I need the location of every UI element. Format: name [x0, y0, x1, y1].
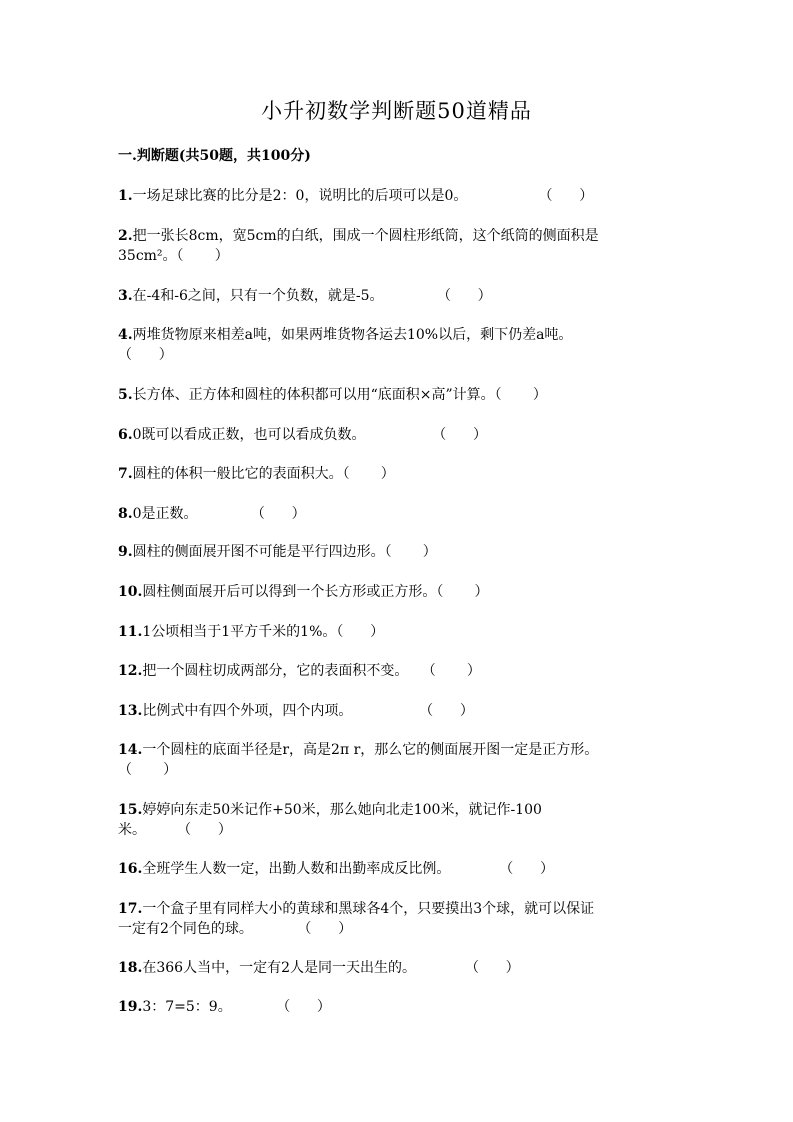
question-text: 圆柱侧面展开后可以得到一个长方形或正方形。（ ）: [142, 584, 489, 600]
question-number: 15.: [118, 802, 143, 818]
question-number: 11.: [118, 624, 143, 640]
question-number: 19.: [118, 999, 143, 1015]
question-1: [118, 186, 683, 206]
question-number: 8.: [118, 506, 133, 522]
question-18: [118, 958, 683, 978]
question-number: 1.: [118, 188, 133, 204]
question-14: [118, 740, 683, 780]
question-number: 9.: [118, 544, 133, 560]
question-text: 把一个圆柱切成两部分，它的表面积不变。 （ ）: [142, 663, 481, 679]
question-number: 17.: [118, 901, 143, 917]
question-text: 1公顷相当于1平方千米的1%。（ ）: [142, 624, 385, 640]
question-15: [118, 800, 683, 840]
question-number: 13.: [118, 703, 143, 719]
question-number: 4.: [118, 327, 133, 343]
question-text: 圆柱的体积一般比它的表面积大。（ ）: [132, 466, 395, 482]
question-10: [118, 582, 683, 602]
question-11: [118, 622, 683, 642]
question-text: 把一张长8cm，宽5cm的白纸，围成一个圆柱形纸筒，这个纸筒的侧面积是 35cm²。（ ）: [118, 228, 599, 264]
question-2: [118, 226, 683, 266]
question-12: [118, 661, 683, 681]
question-text: 3：7=5：9。 （ ）: [142, 999, 331, 1015]
question-text: 比例式中有四个外项，四个内项。 （ ）: [142, 703, 474, 719]
question-text: 婷婷向东走50米记作+50米，那么她向北走100米，就记作-100 米。 （ ）: [118, 802, 542, 838]
question-text: 两堆货物原来相差a吨，如果两堆货物各运去10%以后，剩下仍差a吨。 （ ）: [118, 327, 573, 363]
section-heading: 一.判断题(共50题，共100分): [118, 148, 311, 164]
question-19: [118, 997, 683, 1017]
question-number: 2.: [118, 228, 133, 244]
question-text: 全班学生人数一定，出勤人数和出勤率成反比例。 （ ）: [142, 861, 555, 877]
question-text: 一个盒子里有同样大小的黄球和黑球各4个，只要摸出3个球，就可以保证 一定有2个同色的球。 （ ）: [118, 901, 595, 937]
question-3: [118, 286, 683, 306]
question-4: [118, 325, 683, 365]
question-17: [118, 899, 683, 939]
question-number: 5.: [118, 387, 133, 403]
question-16: [118, 859, 683, 879]
question-text: 在-4和-6之间，只有一个负数，就是-5。 （ ）: [132, 288, 492, 304]
question-number: 14.: [118, 742, 143, 758]
question-number: 12.: [118, 663, 143, 679]
question-number: 18.: [118, 960, 143, 976]
question-text: 0是正数。 （ ）: [132, 506, 306, 522]
question-text: 长方体、正方体和圆柱的体积都可以用“底面积×高”计算。（ ）: [132, 387, 547, 403]
question-8: [118, 504, 683, 524]
question-9: [118, 542, 683, 562]
question-text: 圆柱的侧面展开图不可能是平行四边形。（ ）: [132, 544, 437, 560]
question-6: [118, 425, 683, 445]
question-text: 一场足球比赛的比分是2：0，说明比的后项可以是0。 （ ）: [132, 188, 594, 204]
question-number: 16.: [118, 861, 143, 877]
question-number: 10.: [118, 584, 143, 600]
question-text: 在366人当中，一定有2人是同一天出生的。 （ ）: [142, 960, 520, 976]
question-text: 0既可以看成正数，也可以看成负数。 （ ）: [132, 427, 487, 443]
question-13: [118, 701, 683, 721]
page-title: 小升初数学判断题50道精品: [261, 99, 532, 123]
question-number: 7.: [118, 466, 133, 482]
question-5: [118, 385, 683, 405]
question-7: [118, 464, 683, 484]
question-number: 6.: [118, 427, 133, 443]
question-text: 一个圆柱的底面半径是r，高是2π r，那么它的侧面展开图一定是正方形。 （ ）: [118, 742, 599, 778]
question-number: 3.: [118, 288, 133, 304]
